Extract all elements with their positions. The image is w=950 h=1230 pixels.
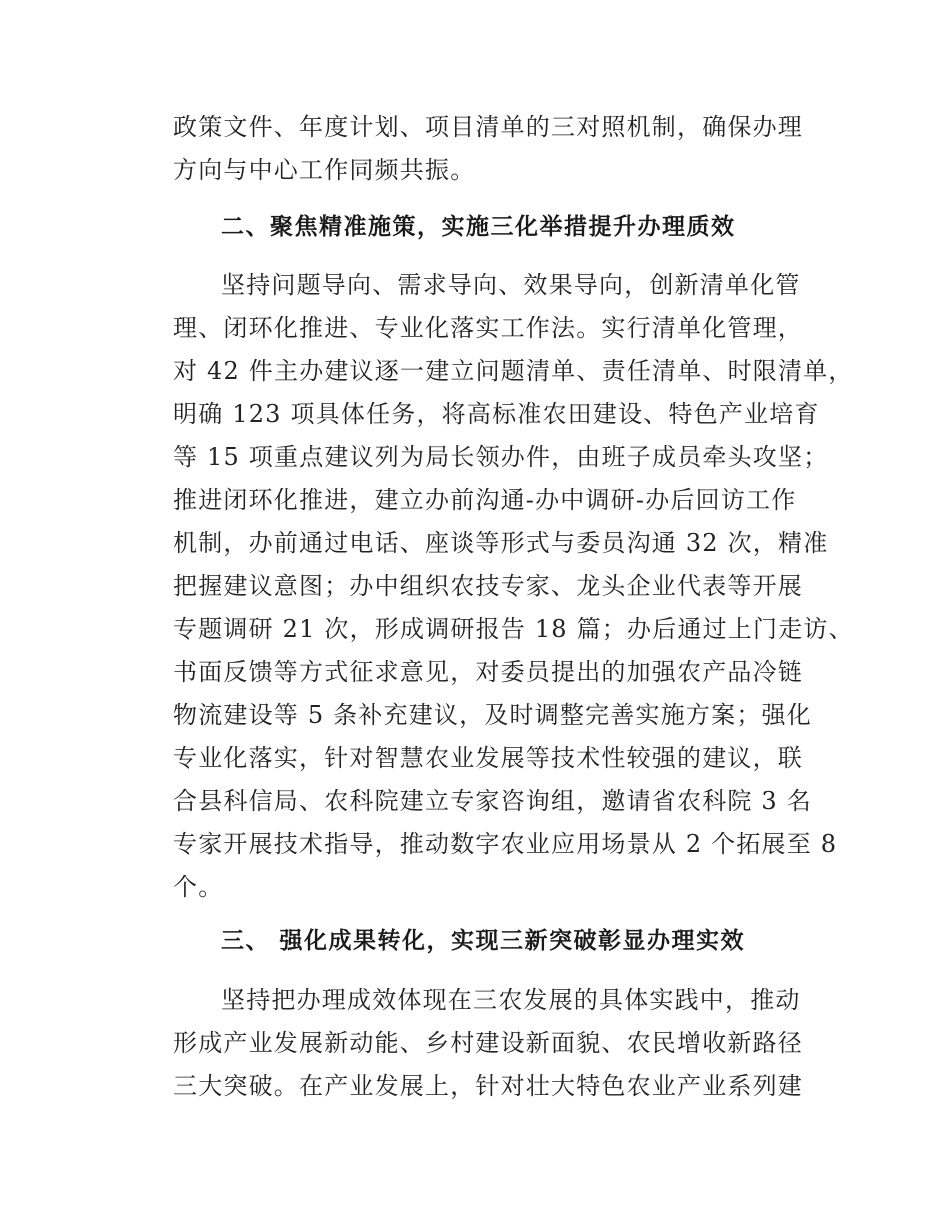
section-heading-2: 二、聚焦精准施策，实施三化举措提升办理质效 <box>221 214 736 240</box>
paragraph-2-line-4: 明确 123 项具体任务，将高标准农田建设、特色产业培育 <box>173 400 820 428</box>
paragraph-1-line-2: 方向与中心工作同频共振。 <box>173 156 476 184</box>
paragraph-2-line-6: 推进闭环化推进，建立办前沟通-办中调研-办后回访工作 <box>173 486 797 514</box>
paragraph-2-line-3: 对 42 件主办建议逐一建立问题清单、责任清单、时限清单， <box>173 357 854 385</box>
paragraph-2-line-2: 理、闭环化推进、专业化落实工作法。实行清单化管理， <box>173 314 803 342</box>
paragraph-3-line-2: 形成产业发展新动能、乡村建设新面貌、农民增收新路径 <box>173 1029 803 1057</box>
paragraph-2-line-11: 物流建设等 5 条补充建议，及时调整完善实施方案；强化 <box>173 701 812 729</box>
paragraph-1-line-1: 政策文件、年度计划、项目清单的三对照机制，确保办理 <box>173 113 803 141</box>
paragraph-2-line-12: 专业化落实，针对智慧农业发展等技术性较强的建议，联 <box>173 744 803 772</box>
paragraph-2-line-13: 合县科信局、农科院建立专家咨询组，邀请省农科院 3 名 <box>173 787 812 815</box>
paragraph-2-line-15: 个。 <box>173 873 224 901</box>
paragraph-2-line-9: 专题调研 21 次，形成调研报告 18 篇；办后通过上门走访、 <box>173 615 854 643</box>
paragraph-2-line-10: 书面反馈等方式征求意见，对委员提出的加强农产品冷链 <box>173 658 803 686</box>
paragraph-2-line-14: 专家开展技术指导，推动数字农业应用场景从 2 个拓展至 8 <box>173 830 838 858</box>
paragraph-3-line-3: 三大突破。在产业发展上，针对壮大特色农业产业系列建 <box>173 1072 803 1100</box>
paragraph-3-line-1: 坚持把办理成效体现在三农发展的具体实践中，推动 <box>221 986 801 1014</box>
section-heading-3: 三、 强化成果转化，实现三新突破彰显办理实效 <box>221 928 746 954</box>
paragraph-2-line-1: 坚持问题导向、需求导向、效果导向，创新清单化管 <box>221 271 801 299</box>
paragraph-2-line-8: 把握建议意图；办中组织农技专家、龙头企业代表等开展 <box>173 572 803 600</box>
paragraph-2-line-7: 机制，办前通过电话、座谈等形式与委员沟通 32 次，精准 <box>173 529 829 557</box>
paragraph-2-line-5: 等 15 项重点建议列为局长领办件，由班子成员牵头攻坚； <box>173 443 829 471</box>
